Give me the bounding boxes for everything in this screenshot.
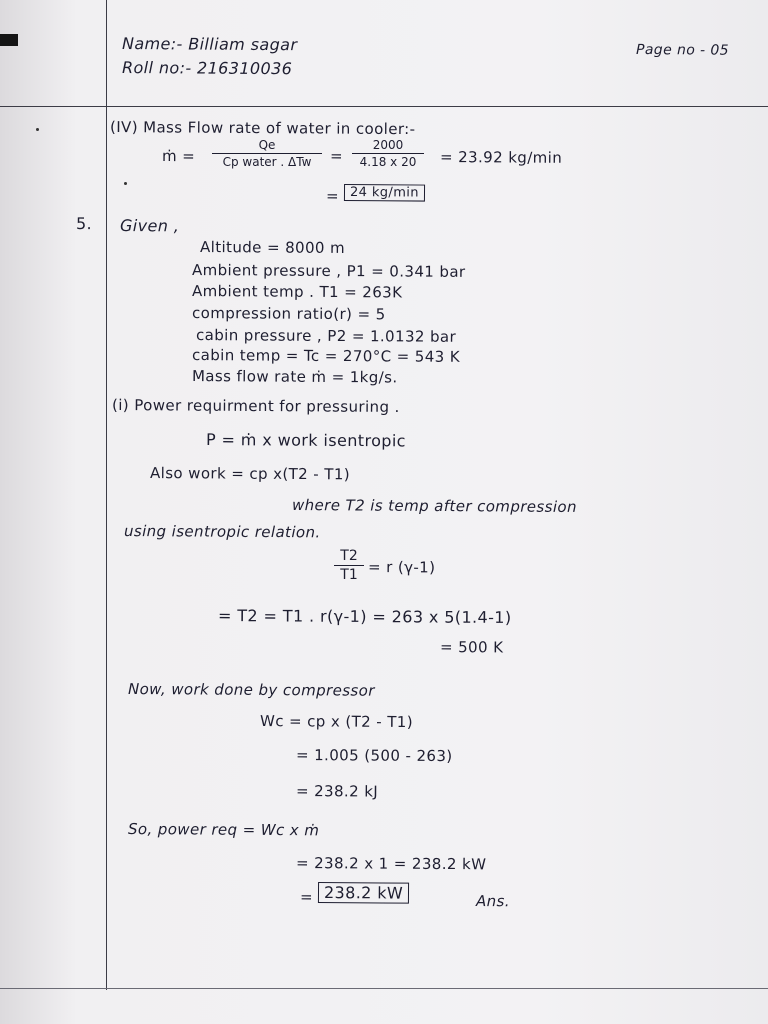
fraction-qe bbox=[212, 138, 322, 169]
ratio-rhs: = r (γ-1) bbox=[367, 558, 436, 577]
ans-label: Ans. bbox=[475, 892, 511, 911]
roll-number: Roll no:- 216310036 bbox=[121, 58, 293, 79]
power-substitution: = 238.2 x 1 = 238.2 kW bbox=[295, 854, 487, 874]
student-name: Name:- Billiam sagar bbox=[121, 34, 298, 55]
power-required-equation: So, power req = Wc x ṁ bbox=[127, 820, 320, 840]
binder-mark bbox=[0, 34, 18, 46]
t2-result: = 500 K bbox=[439, 638, 504, 657]
fraction-values bbox=[352, 138, 424, 169]
fraction-numerator: 2000 bbox=[352, 138, 424, 154]
mass-flow-result: = 23.92 kg/min bbox=[439, 148, 563, 167]
margin-dot bbox=[124, 182, 127, 185]
answer-box-mass-flow: 24 kg/min bbox=[344, 184, 425, 202]
given-compression-ratio: compression ratio(r) = 5 bbox=[191, 304, 386, 324]
fraction-numerator: Qe bbox=[212, 138, 322, 154]
given-label: Given , bbox=[119, 216, 180, 236]
temp-ratio bbox=[334, 548, 364, 583]
power-equation: P = ṁ x work isentropic bbox=[205, 430, 406, 451]
equals-sign: = bbox=[329, 147, 344, 166]
fraction-denominator: Cp water . ΔTw bbox=[222, 155, 312, 169]
ratio-numerator: T2 bbox=[334, 548, 364, 566]
work-done-heading: Now, work done by compressor bbox=[127, 680, 375, 700]
margin-dot bbox=[36, 128, 39, 131]
also-work-equation: Also work = cp x(T2 - T1) bbox=[149, 464, 351, 484]
given-altitude: Altitude = 8000 m bbox=[199, 238, 346, 258]
header-rule bbox=[0, 106, 768, 107]
part-iv-heading: (IV) Mass Flow rate of water in cooler:- bbox=[109, 118, 416, 139]
isentropic-relation-note: using isentropic relation. bbox=[123, 522, 321, 542]
given-mass-flow: Mass flow rate ṁ = 1kg/s. bbox=[191, 367, 398, 387]
power-answer-equals: = bbox=[299, 888, 314, 907]
given-ambient-pressure: Ambient pressure , P1 = 0.341 bar bbox=[191, 261, 466, 281]
t2-equation: = T2 = T1 . r(γ-1) = 263 x 5(1.4-1) bbox=[217, 606, 512, 628]
work-result: = 238.2 kJ bbox=[295, 782, 379, 801]
part-i-heading: (i) Power requirment for pressuring . bbox=[111, 396, 400, 417]
answer-equals: = bbox=[325, 187, 340, 206]
given-cabin-pressure: cabin pressure , P2 = 1.0132 bar bbox=[195, 326, 457, 346]
mass-flow-lhs: ṁ = bbox=[161, 147, 196, 166]
where-t2-note: where T2 is temp after compression bbox=[291, 496, 578, 516]
bottom-rule bbox=[0, 988, 768, 989]
fraction-denominator: 4.18 x 20 bbox=[359, 155, 417, 169]
answer-box-power: 238.2 kW bbox=[318, 882, 409, 904]
work-substitution: = 1.005 (500 - 263) bbox=[295, 746, 453, 766]
given-ambient-temp: Ambient temp . T1 = 263K bbox=[191, 282, 403, 302]
margin-line bbox=[106, 0, 107, 990]
ratio-denominator: T1 bbox=[340, 567, 358, 583]
question-number: 5. bbox=[75, 214, 93, 234]
page-number: Page no - 05 bbox=[635, 42, 730, 59]
work-equation: Wc = cp x (T2 - T1) bbox=[259, 712, 414, 732]
given-cabin-temp: cabin temp = Tc = 270°C = 543 K bbox=[191, 346, 461, 366]
